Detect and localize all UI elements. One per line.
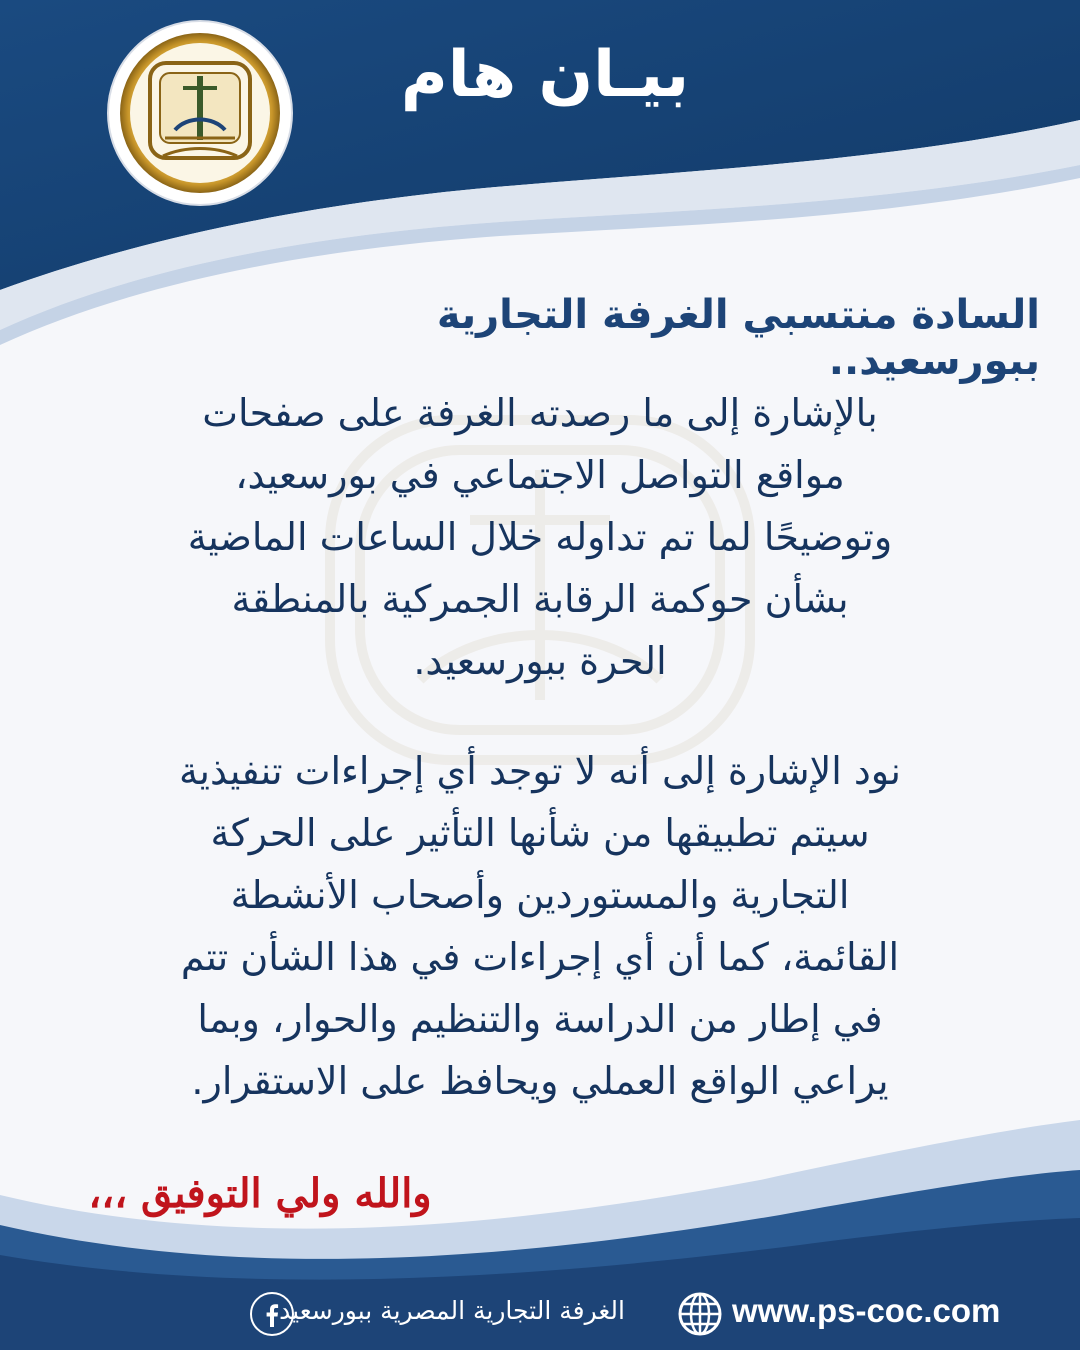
statement-paragraph-1 [40,382,1040,692]
chamber-emblem-icon [105,18,295,208]
paragraph-line: القائمة، كما أن أي إجراءات في هذا الشأن تتم [180,935,900,979]
statement-paragraph-2 [40,740,1040,1112]
paragraph-line: سيتم تطبيقها من شأنها التأثير على الحركة [210,811,870,855]
addressee-heading: السادة منتسبي الغرفة التجارية ببورسعيد.. [436,292,1040,384]
paragraph-line: في إطار من الدراسة والتنظيم والحوار، وبما [197,997,883,1041]
paragraph-line: وتوضيحًا لما تم تداوله خلال الساعات الماضية [187,515,893,559]
paragraph-line: بالإشارة إلى ما رصدته الغرفة على صفحات [202,391,878,435]
closing-phrase: والله ولي التوفيق ،،، [88,1170,432,1217]
paragraph-line: نود الإشارة إلى أنه لا توجد أي إجراءات تنفيذية [179,749,901,793]
paragraph-line: بشأن حوكمة الرقابة الجمركية بالمنطقة [231,577,849,621]
paragraph-line: الحرة ببورسعيد. [413,639,667,683]
paragraph-line: مواقع التواصل الاجتماعي في بورسعيد، [235,453,845,497]
paragraph-line: يراعي الواقع العملي ويحافظ على الاستقرار. [191,1059,889,1103]
page-title: بيـان هام [400,38,690,112]
footer-chamber-name: الغرفة التجارية المصرية ببورسعيد [279,1296,625,1325]
globe-icon [676,1290,724,1338]
paragraph-line: التجارية والمستوردين وأصحاب الأنشطة [230,873,850,917]
website-link[interactable]: www.ps-coc.com [732,1292,1001,1329]
